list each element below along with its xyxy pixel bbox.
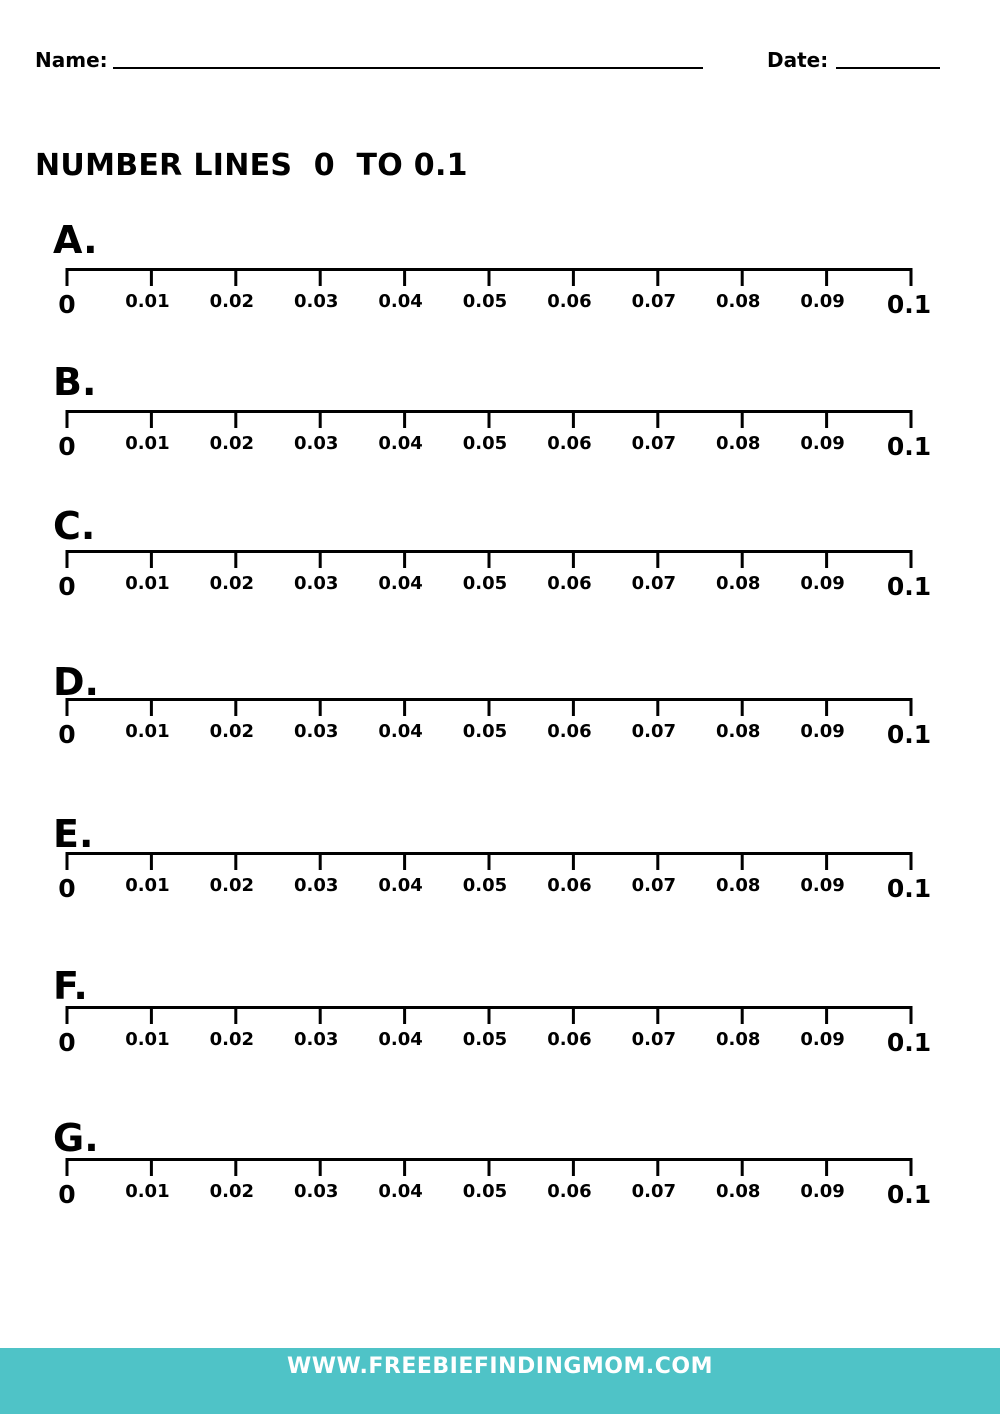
tick-label: 0.07	[631, 721, 677, 742]
tick-label: 0.07	[631, 1029, 677, 1050]
number-line-letter: B.	[53, 360, 97, 404]
number-line-letter: C.	[53, 504, 96, 548]
tick-label: 0.03	[293, 573, 339, 594]
tick-label: 0.07	[631, 1181, 677, 1202]
tick-label: 0.05	[462, 875, 508, 896]
tick-label: 0.09	[800, 1181, 845, 1202]
tick-label: 0.09	[800, 721, 845, 742]
tick-label: 0.1	[886, 720, 932, 749]
tick-label: 0.02	[209, 1181, 255, 1202]
number-line-block	[0, 812, 1000, 932]
number-line-letter: G.	[53, 1116, 99, 1160]
tick-label: 0.01	[125, 721, 170, 742]
tick-label: 0.08	[715, 1181, 761, 1202]
tick-label: 0.1	[886, 1028, 932, 1057]
tick-label: 0.09	[800, 573, 845, 594]
tick-label: 0.09	[800, 1029, 845, 1050]
tick-label: 0.03	[293, 433, 339, 454]
tick-label: 0.02	[209, 1029, 255, 1050]
tick-label: 0.01	[125, 1029, 170, 1050]
tick-label: 0.06	[547, 291, 592, 312]
tick-label: 0.06	[547, 1181, 592, 1202]
tick-label: 0	[58, 1180, 76, 1209]
number-line-block	[0, 1116, 1000, 1236]
tick-label: 0.03	[293, 875, 339, 896]
tick-label: 0.06	[547, 721, 592, 742]
tick-label: 0.08	[715, 433, 761, 454]
tick-label: 0.02	[209, 291, 255, 312]
tick-label: 0.04	[378, 721, 423, 742]
tick-label: 0.05	[462, 1029, 508, 1050]
tick-label: 0.04	[378, 1029, 423, 1050]
tick-label: 0.02	[209, 433, 255, 454]
number-line-axis	[0, 1158, 1000, 1218]
number-line-axis	[0, 268, 1000, 328]
tick-label: 0.08	[715, 875, 761, 896]
number-line-block	[0, 360, 1000, 480]
tick-label: 0.01	[125, 573, 170, 594]
tick-label: 0.02	[209, 721, 255, 742]
tick-label: 0	[58, 572, 76, 601]
number-line-block	[0, 660, 1000, 780]
tick-label: 0.04	[378, 875, 423, 896]
tick-label: 0.01	[125, 875, 170, 896]
tick-label: 0.06	[547, 875, 592, 896]
tick-label: 0.09	[800, 433, 845, 454]
tick-label: 0.03	[293, 1181, 339, 1202]
number-line-axis	[0, 698, 1000, 758]
tick-label: 0.1	[886, 432, 932, 461]
page-title: NUMBER LINES 0 TO 0.1	[35, 148, 468, 183]
tick-label: 0.03	[293, 1029, 339, 1050]
tick-label: 0.05	[462, 721, 508, 742]
tick-label: 0.07	[631, 433, 677, 454]
tick-label: 0.05	[462, 291, 508, 312]
number-line-letter: D.	[53, 660, 99, 704]
number-line-block	[0, 964, 1000, 1084]
tick-label: 0.08	[715, 721, 761, 742]
tick-label: 0.06	[547, 433, 592, 454]
tick-label: 0.05	[462, 573, 508, 594]
name-blank-line	[113, 67, 703, 69]
tick-label: 0	[58, 720, 76, 749]
footer-url: WWW.FREEBIEFINDINGMOM.COM	[287, 1354, 713, 1379]
tick-label: 0.05	[462, 433, 508, 454]
number-line-axis	[0, 550, 1000, 610]
number-line-block	[0, 218, 1000, 338]
tick-label: 0.05	[462, 1181, 508, 1202]
tick-label: 0.09	[800, 291, 845, 312]
date-label: Date:	[767, 48, 829, 72]
tick-label: 0.04	[378, 573, 423, 594]
tick-label: 0.03	[293, 291, 339, 312]
tick-label: 0.1	[886, 1180, 932, 1209]
tick-label: 0.06	[547, 573, 592, 594]
tick-label: 0.04	[378, 291, 423, 312]
tick-label: 0.02	[209, 875, 255, 896]
tick-label: 0.04	[378, 1181, 423, 1202]
tick-label: 0	[58, 432, 76, 461]
tick-label: 0.02	[209, 573, 255, 594]
number-line-letter: A.	[53, 218, 98, 262]
tick-label: 0.08	[715, 1029, 761, 1050]
date-blank-line	[836, 67, 940, 69]
tick-label: 0.07	[631, 291, 677, 312]
tick-label: 0.09	[800, 875, 845, 896]
tick-label: 0	[58, 1028, 76, 1057]
number-line-axis	[0, 1006, 1000, 1066]
number-line-axis	[0, 410, 1000, 470]
tick-label: 0.08	[715, 291, 761, 312]
tick-label: 0.07	[631, 573, 677, 594]
number-line-axis	[0, 852, 1000, 912]
number-line-letter: F.	[53, 964, 88, 1008]
tick-label: 0.1	[886, 572, 932, 601]
tick-label: 0.04	[378, 433, 423, 454]
tick-label: 0.08	[715, 573, 761, 594]
tick-label: 0.01	[125, 433, 170, 454]
tick-label: 0	[58, 290, 76, 319]
tick-label: 0.03	[293, 721, 339, 742]
name-label: Name:	[35, 48, 108, 72]
tick-label: 0	[58, 874, 76, 903]
tick-label: 0.1	[886, 874, 932, 903]
number-line-block	[0, 504, 1000, 624]
tick-label: 0.06	[547, 1029, 592, 1050]
tick-label: 0.01	[125, 1181, 170, 1202]
tick-label: 0.01	[125, 291, 170, 312]
tick-label: 0.07	[631, 875, 677, 896]
number-line-letter: E.	[53, 812, 94, 856]
tick-label: 0.1	[886, 290, 932, 319]
